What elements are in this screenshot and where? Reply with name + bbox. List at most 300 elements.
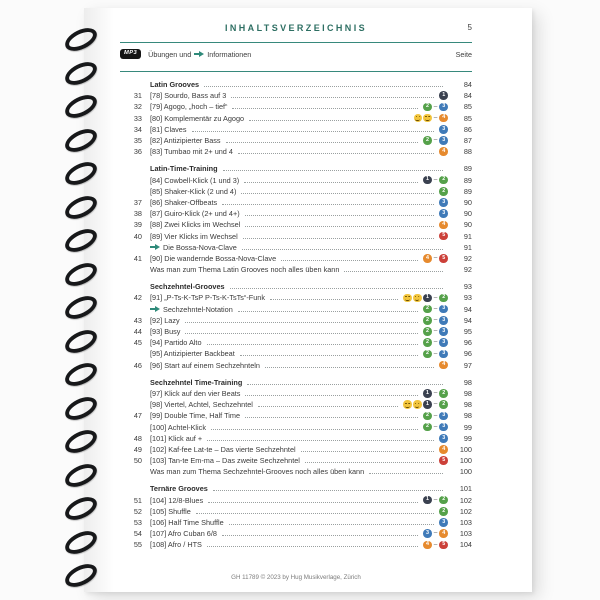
level-2-badge: 2: [423, 316, 432, 325]
track-number: 41: [133, 253, 142, 263]
badge-group: [423, 338, 448, 347]
section-title: [150, 484, 208, 493]
level-3-badge: 3: [439, 125, 448, 134]
badge-group: [423, 103, 448, 112]
page-header: [120, 22, 472, 36]
entry-page-number: 84: [463, 91, 472, 101]
leader-dots: [281, 260, 418, 261]
level-2-badge: 2: [423, 423, 432, 432]
entry-text: [79] Agogo, „hoch – tief“: [150, 102, 228, 112]
leader-dots: [207, 440, 434, 441]
level-3-badge: 3: [439, 103, 448, 112]
level-3-badge: 3: [439, 350, 448, 359]
track-number: 34: [133, 124, 142, 134]
leader-dots: [211, 429, 418, 430]
entry-page-number: 91: [463, 242, 472, 252]
leader-dots: [258, 406, 399, 407]
entry-title: [150, 254, 276, 263]
level-2-badge: 2: [439, 176, 448, 185]
badge-group: [439, 187, 448, 196]
badge-range-dash: –: [433, 400, 438, 408]
entry-title: [150, 389, 240, 398]
entry-page-number: 92: [463, 253, 472, 263]
track-number: 50: [133, 456, 142, 466]
entry-title: [150, 114, 244, 123]
badge-group: [439, 91, 448, 100]
entry-text: [92] Lazy: [150, 315, 180, 325]
track-number: 33: [133, 113, 142, 123]
leader-dots: [270, 299, 398, 300]
badge-range-dash: –: [433, 349, 438, 357]
toc-row: [120, 466, 472, 477]
entry-title: [150, 361, 260, 370]
entry-title: [150, 220, 240, 229]
leader-dots: [369, 473, 443, 474]
badge-group: [423, 423, 448, 432]
entry-title: [150, 496, 203, 505]
leader-dots: [305, 462, 434, 463]
level-3-badge: 3: [439, 423, 448, 432]
entry-page-number: 96: [463, 349, 472, 359]
entry-title: [150, 305, 233, 314]
entry-title: [150, 349, 235, 358]
entry-text: [103] Tan-te Em-ma – Das zweite Sechzehntel: [150, 456, 300, 466]
entry-text: Sechzehntel-Notation: [163, 304, 233, 314]
track-number: 35: [133, 136, 142, 146]
entry-text: [80] Komplementär zu Agogo: [150, 113, 245, 123]
level-2-badge: 2: [423, 412, 432, 421]
entry-title: [150, 136, 221, 145]
entry-page-number: 103: [459, 518, 472, 528]
smiley-badge: [413, 400, 421, 408]
leader-dots: [238, 153, 434, 154]
leader-dots: [204, 86, 443, 87]
legend-row: [120, 43, 472, 65]
entry-text: [97] Klick auf den vier Beats: [150, 388, 241, 398]
toc-section-header: [120, 163, 472, 174]
entry-title: [150, 518, 224, 527]
entry-title: [150, 434, 202, 443]
entry-page-number: 94: [463, 304, 472, 314]
entry-text: [98] Viertel, Achtel, Sechzehntel: [150, 400, 253, 410]
entry-page-number: 99: [463, 422, 472, 432]
entry-page-number: 94: [463, 315, 472, 325]
toc-row: [120, 146, 472, 157]
toc-row: [120, 186, 472, 197]
badge-group: [423, 496, 448, 505]
entry-title: [150, 209, 240, 218]
toc-section: [120, 79, 472, 157]
level-1-badge: 1: [423, 294, 432, 303]
leader-dots: [232, 108, 418, 109]
level-3-badge: 3: [439, 434, 448, 443]
toc-row: [120, 135, 472, 146]
badge-range-dash: –: [433, 304, 438, 312]
badge-group: [423, 136, 448, 145]
entry-text: Sechzehntel Time-Training: [150, 377, 243, 387]
entry-text: [93] Busy: [150, 327, 181, 337]
leader-dots: [247, 384, 443, 385]
badge-group: [423, 389, 448, 398]
entry-page-number: 99: [463, 433, 472, 443]
entry-title: [150, 198, 217, 207]
toc-row: [120, 421, 472, 432]
toc-row: [120, 230, 472, 241]
level-3-badge: 3: [439, 327, 448, 336]
leader-dots: [242, 249, 443, 250]
badge-group: [423, 412, 448, 421]
smiley-badge: [413, 294, 421, 302]
toc-row: [120, 113, 472, 124]
imprint-footer: GH 11789 © 2023 by Hug Musikverlage, Zürich: [231, 574, 361, 581]
level-4-badge: 4: [439, 147, 448, 156]
entry-text: [81] Claves: [150, 124, 187, 134]
leader-dots: [244, 182, 418, 183]
toc-row: [120, 337, 472, 348]
toc-row: [120, 539, 472, 550]
entry-page-number: 89: [463, 186, 472, 196]
level-3-badge: 3: [439, 412, 448, 421]
leader-dots: [245, 417, 418, 418]
smiley-badge: [403, 294, 411, 302]
info-arrow-icon: [150, 306, 160, 313]
leader-dots: [301, 451, 435, 452]
entry-text: [108] Afro / HTS: [150, 540, 202, 550]
entry-page-number: 93: [463, 282, 472, 292]
header-divider-bottom: [120, 71, 472, 72]
badge-group: [423, 350, 448, 359]
badge-range-dash: –: [433, 254, 438, 262]
toc-row: [120, 410, 472, 421]
level-4-badge: 4: [439, 114, 448, 123]
badge-range-dash: –: [433, 338, 438, 346]
entry-title: [150, 411, 240, 420]
badge-group: [403, 400, 448, 409]
smiley-badge: [423, 114, 431, 122]
track-number: 32: [133, 102, 142, 112]
info-arrow-icon: [150, 244, 160, 251]
badge-range-dash: –: [433, 102, 438, 110]
toc-row: [120, 90, 472, 101]
mp3-badge: MP3: [120, 49, 141, 59]
toc-row: [120, 517, 472, 528]
leader-dots: [192, 131, 435, 132]
level-2-badge: 2: [439, 496, 448, 505]
toc-row: [120, 348, 472, 359]
entry-page-number: 98: [463, 388, 472, 398]
leader-dots: [240, 355, 418, 356]
entry-title: [150, 176, 239, 185]
badge-range-dash: –: [433, 495, 438, 503]
badge-range-dash: –: [433, 540, 438, 548]
leader-dots: [208, 502, 418, 503]
toc-row: [120, 208, 472, 219]
table-of-contents: [120, 79, 472, 551]
leader-dots: [241, 193, 434, 194]
toc-row: [120, 326, 472, 337]
page-number: 5: [467, 23, 472, 32]
badge-group: [423, 316, 448, 325]
entry-text: [88] Zwei Klicks im Wechsel: [150, 220, 241, 230]
track-number: 55: [133, 540, 142, 550]
entry-title: [150, 293, 265, 302]
level-2-badge: 2: [423, 305, 432, 314]
level-2-badge: 2: [439, 294, 448, 303]
leader-dots: [245, 395, 418, 396]
toc-row: [120, 360, 472, 371]
toc-row: [120, 528, 472, 539]
track-number: 38: [133, 209, 142, 219]
entry-text: [83] Tumbao mit 2+ und 4: [150, 147, 233, 157]
entry-title: [150, 507, 191, 516]
track-number: 46: [133, 360, 142, 370]
entry-text: [106] Half Time Shuffle: [150, 518, 224, 528]
leader-dots: [231, 97, 434, 98]
entry-page-number: 92: [463, 265, 472, 275]
level-4-badge: 4: [439, 361, 448, 370]
track-number: 37: [133, 197, 142, 207]
level-3-badge: 3: [439, 518, 448, 527]
toc-row: [120, 399, 472, 410]
badge-group: [439, 361, 448, 370]
track-number: 36: [133, 147, 142, 157]
track-number: 54: [133, 529, 142, 539]
toc-row: [120, 219, 472, 230]
entry-title: [150, 400, 253, 409]
track-number: 52: [133, 506, 142, 516]
entry-text: Latin Grooves: [150, 80, 200, 90]
toc-row: [120, 197, 472, 208]
entry-page-number: 84: [463, 80, 472, 90]
level-2-badge: 2: [423, 327, 432, 336]
entry-page-number: 85: [463, 102, 472, 112]
entry-text: [104] 12/8-Blues: [150, 495, 204, 505]
entry-text: Ternäre Grooves: [150, 484, 208, 494]
level-5-badge: 5: [439, 232, 448, 241]
toc-row: [120, 495, 472, 506]
entry-page-number: 100: [459, 456, 472, 466]
entry-page-number: 97: [463, 360, 472, 370]
leader-dots: [185, 322, 419, 323]
badge-group: [423, 305, 448, 314]
entry-title: [150, 265, 339, 274]
leader-dots: [230, 288, 443, 289]
entry-text: Latin-Time-Training: [150, 164, 218, 174]
toc-row: [120, 506, 472, 517]
entry-text: [84] Cowbell-Klick (1 und 3): [150, 175, 240, 185]
badge-range-dash: –: [433, 422, 438, 430]
level-1-badge: 1: [423, 176, 432, 185]
entry-page-number: 87: [463, 136, 472, 146]
badge-range-dash: –: [433, 411, 438, 419]
entry-title: [150, 232, 238, 241]
entry-page-number: 100: [459, 467, 472, 477]
leader-dots: [222, 535, 418, 536]
entry-text: Was man zum Thema Sechzehntel-Grooves noch alles üben kann: [150, 467, 365, 477]
entry-text: [105] Shuffle: [150, 506, 191, 516]
entry-page-number: 88: [463, 147, 472, 157]
leader-dots: [196, 513, 435, 514]
entry-text: [78] Sourdo, Bass auf 3: [150, 91, 227, 101]
section-title: [150, 282, 225, 291]
toc-row: [120, 264, 472, 275]
entry-title: [150, 467, 364, 476]
entry-page-number: 98: [463, 411, 472, 421]
track-number: 42: [133, 293, 142, 303]
badge-range-dash: –: [433, 136, 438, 144]
entry-text: [95] Antizipierter Backbeat: [150, 349, 235, 359]
level-3-badge: 3: [423, 529, 432, 538]
badge-group: [423, 176, 448, 185]
entry-page-number: 90: [463, 197, 472, 207]
entry-title: [150, 327, 180, 336]
leader-dots: [249, 120, 408, 121]
toc-row: [120, 101, 472, 112]
track-number: 51: [133, 495, 142, 505]
legend-prefix: Übungen und: [148, 49, 192, 59]
entry-title: [150, 102, 227, 111]
level-3-badge: 3: [439, 305, 448, 314]
entry-text: Die Bossa-Nova-Clave: [163, 242, 237, 252]
entry-text: [85] Shaker-Klick (2 und 4): [150, 186, 237, 196]
toc-section-header: [120, 377, 472, 388]
toc-row: [120, 175, 472, 186]
toc-row: [120, 124, 472, 135]
section-title: [150, 164, 218, 173]
leader-dots: [245, 215, 435, 216]
level-2-badge: 2: [439, 507, 448, 516]
entry-page-number: 104: [459, 540, 472, 550]
badge-group: [403, 294, 448, 303]
level-2-badge: 2: [423, 338, 432, 347]
smiley-badge: [414, 114, 422, 122]
section-title: [150, 378, 242, 387]
badge-group: [439, 445, 448, 454]
leader-dots: [243, 238, 435, 239]
entry-page-number: 95: [463, 327, 472, 337]
entry-page-number: 98: [463, 377, 472, 387]
badge-group: [439, 221, 448, 230]
entry-page-number: 90: [463, 220, 472, 230]
level-2-badge: 2: [423, 103, 432, 112]
entry-text: [102] Kaf-fee Lat-te – Das vierte Sechzehntel: [150, 444, 296, 454]
level-4-badge: 4: [439, 445, 448, 454]
leader-dots: [185, 333, 418, 334]
entry-text: Was man zum Thema Latin Grooves noch alles üben kann: [150, 265, 340, 275]
entry-title: [150, 456, 300, 465]
badge-group: [423, 327, 448, 336]
badge-group: [439, 147, 448, 156]
entry-page-number: 89: [463, 164, 472, 174]
badge-group: [439, 518, 448, 527]
track-number: 31: [133, 91, 142, 101]
entry-text: [101] Klick auf +: [150, 433, 203, 443]
track-number: 43: [133, 315, 142, 325]
entry-page-number: 86: [463, 124, 472, 134]
entry-title: [150, 125, 187, 134]
badge-range-dash: –: [433, 293, 438, 301]
entry-page-number: 101: [459, 484, 472, 494]
toc-sheet: [84, 8, 532, 592]
info-arrow-icon: [194, 51, 204, 58]
entry-text: [86] Shaker-Offbeats: [150, 197, 218, 207]
level-4-badge: 4: [423, 541, 432, 550]
leader-dots: [265, 367, 434, 368]
track-number: 47: [133, 411, 142, 421]
level-2-badge: 2: [439, 400, 448, 409]
page-title: INHALTSVERZEICHNIS: [224, 23, 368, 33]
level-1-badge: 1: [439, 91, 448, 100]
badge-range-dash: –: [433, 175, 438, 183]
badge-range-dash: –: [433, 389, 438, 397]
leader-dots: [245, 226, 434, 227]
entry-title: [150, 147, 233, 156]
entry-text: [89] Vier Klicks im Wechsel: [150, 231, 238, 241]
entry-title: [150, 187, 236, 196]
leader-dots: [223, 170, 443, 171]
badge-group: [423, 254, 448, 263]
toc-row: [120, 433, 472, 444]
toc-section: [120, 377, 472, 478]
entry-page-number: 102: [459, 495, 472, 505]
track-number: 39: [133, 220, 142, 230]
level-2-badge: 2: [423, 136, 432, 145]
toc-section: [120, 163, 472, 275]
track-number: 45: [133, 338, 142, 348]
toc-section-header: [120, 281, 472, 292]
track-number: 40: [133, 231, 142, 241]
entry-title: [150, 540, 202, 549]
track-number: 48: [133, 433, 142, 443]
toc-section: [120, 281, 472, 371]
entry-page-number: 89: [463, 175, 472, 185]
entry-page-number: 93: [463, 293, 472, 303]
leader-dots: [226, 142, 419, 143]
level-2-badge: 2: [423, 350, 432, 359]
entry-text: [99] Double Time, Half Time: [150, 411, 241, 421]
toc-row: [120, 455, 472, 466]
badge-group: [439, 507, 448, 516]
badge-group: [439, 456, 448, 465]
leader-dots: [344, 271, 443, 272]
section-title: [150, 80, 199, 89]
toc-section-header: [120, 79, 472, 90]
smiley-badge: [403, 400, 411, 408]
legend-suffix: Informationen: [207, 49, 252, 59]
entry-title: [150, 316, 180, 325]
leader-dots: [229, 524, 435, 525]
badge-group: [439, 209, 448, 218]
level-5-badge: 5: [439, 541, 448, 550]
level-4-badge: 4: [439, 529, 448, 538]
entry-text: [91] „P-Ts-K-TsP P-Ts-K-TsTs“-Funk: [150, 293, 266, 303]
level-3-badge: 3: [439, 316, 448, 325]
toc-row: [120, 444, 472, 455]
entry-title: [150, 423, 206, 432]
level-3-badge: 3: [439, 198, 448, 207]
entry-title: [150, 338, 202, 347]
badge-group: [439, 434, 448, 443]
leader-dots: [207, 546, 418, 547]
track-number: 44: [133, 327, 142, 337]
level-1-badge: 1: [423, 400, 432, 409]
entry-title: [150, 91, 226, 100]
entry-text: [94] Partido Alto: [150, 338, 202, 348]
entry-text: [96] Start auf einem Sechzehnteln: [150, 360, 260, 370]
toc-row: [120, 253, 472, 264]
entry-page-number: 103: [459, 529, 472, 539]
badge-range-dash: –: [433, 529, 438, 537]
